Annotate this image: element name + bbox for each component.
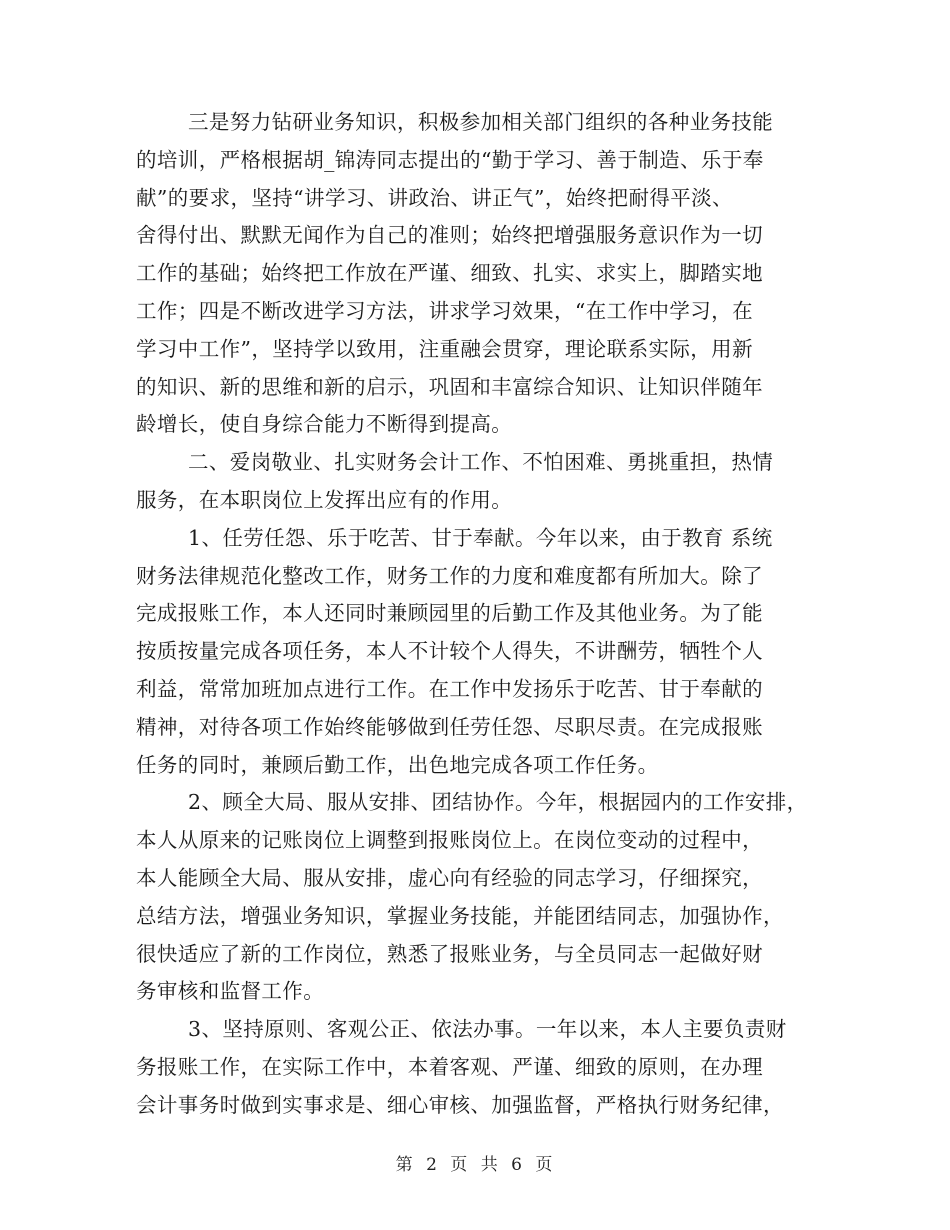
footer-label-page: 第 (395, 1155, 415, 1175)
paragraph-line: 任务的同时，兼顾后勤工作，出色地完成各项工作任务。 (136, 752, 659, 777)
paragraph-line: 很快适应了新的工作岗位，熟悉了报账业务，与全员同志一起做好财 (136, 941, 763, 966)
paragraph-line: 本人从原来的记账岗位上调整到报账岗位上。在岗位变动的过程中， (136, 828, 763, 853)
paragraph-line: 献”的要求，坚持“讲学习、讲政治、讲正气”，始终把耐得平淡、 (136, 185, 733, 210)
footer-label-ye-end: 页 (535, 1155, 555, 1175)
paragraph-line: 工作；四是不断改进学习方法，讲求学习效果，“在工作中学习，在 (136, 298, 753, 323)
paragraph-line: 舍得付出、默默无闻作为自己的准则；始终把增强服务意识作为一切 (136, 223, 763, 248)
paragraph-line: 的培训，严格根据胡_锦涛同志提出的“勤于学习、善于制造、乐于奉 (136, 147, 764, 172)
paragraph-line: 利益，常常加班加点进行工作。在工作中发扬乐于吃苦、甘于奉献的 (136, 676, 763, 701)
paragraph-line: 务报账工作，在实际工作中，本着客观、严谨、细致的原则，在办理 (136, 1054, 763, 1079)
page-footer (0, 1150, 950, 1175)
paragraph-line: 财务法律规范化整改工作，财务工作的力度和难度都有所加大。除了 (136, 563, 763, 588)
paragraph-line: 务审核和监督工作。 (136, 979, 325, 1004)
paragraph-line: 会计事务时做到实事求是、细心审核、加强监督，严格执行财务纪律， (136, 1092, 784, 1117)
footer-current-page: 2 (426, 1155, 439, 1175)
paragraph-line: 三是努力钻研业务知识，积极参加相关部门组织的各种业务技能 (188, 110, 774, 134)
paragraph-line: 的知识、新的思维和新的启示，巩固和丰富综合知识、让知识伴随年 (136, 374, 763, 399)
paragraph-line: 3、坚持原则、客观公正、依法办事。一年以来，本人主要负责财 (188, 1017, 787, 1042)
paragraph-line: 本人能顾全大局、服从安排，虚心向有经验的同志学习，仔细探究， (136, 865, 763, 890)
paragraph-line: 1、任劳任怨、乐于吃苦、甘于奉献。今年以来，由于教育 系统 (188, 525, 773, 550)
paragraph-line: 服务，在本职岗位上发挥出应有的作用。 (136, 487, 513, 512)
paragraph-line: 总结方法，增强业务知识，掌握业务技能，并能团结同志，加强协作， (136, 903, 784, 928)
paragraph-line: 工作的基础；始终把工作放在严谨、细致、扎实、求实上，脚踏实地 (136, 261, 763, 286)
paragraph-line: 完成报账工作，本人还同时兼顾园里的后勤工作及其他业务。为了能 (136, 601, 763, 626)
document-body (136, 104, 826, 1125)
paragraph-line: 二、爱岗敬业、扎实财务会计工作、不怕困难、勇挑重担，热情 (188, 450, 774, 475)
paragraph-line: 按质按量完成各项任务，本人不计较个人得失，不讲酬劳，牺牲个人 (136, 639, 763, 664)
footer-label-ye: 页 (450, 1155, 470, 1175)
footer-label-total: 共 (480, 1155, 500, 1175)
paragraph-line: 学习中工作”，坚持学以致用，注重融会贯穿，理论联系实际，用新 (136, 336, 753, 361)
footer-total-pages: 6 (511, 1155, 524, 1175)
paragraph-line: 2、顾全大局、服从安排、团结协作。今年，根据园内的工作安排， (188, 790, 808, 815)
paragraph-line: 精神，对待各项工作始终能够做到任劳任怨、尽职尽责。在完成报账 (136, 714, 763, 739)
paragraph-line: 龄增长，使自身综合能力不断得到提高。 (136, 412, 513, 437)
